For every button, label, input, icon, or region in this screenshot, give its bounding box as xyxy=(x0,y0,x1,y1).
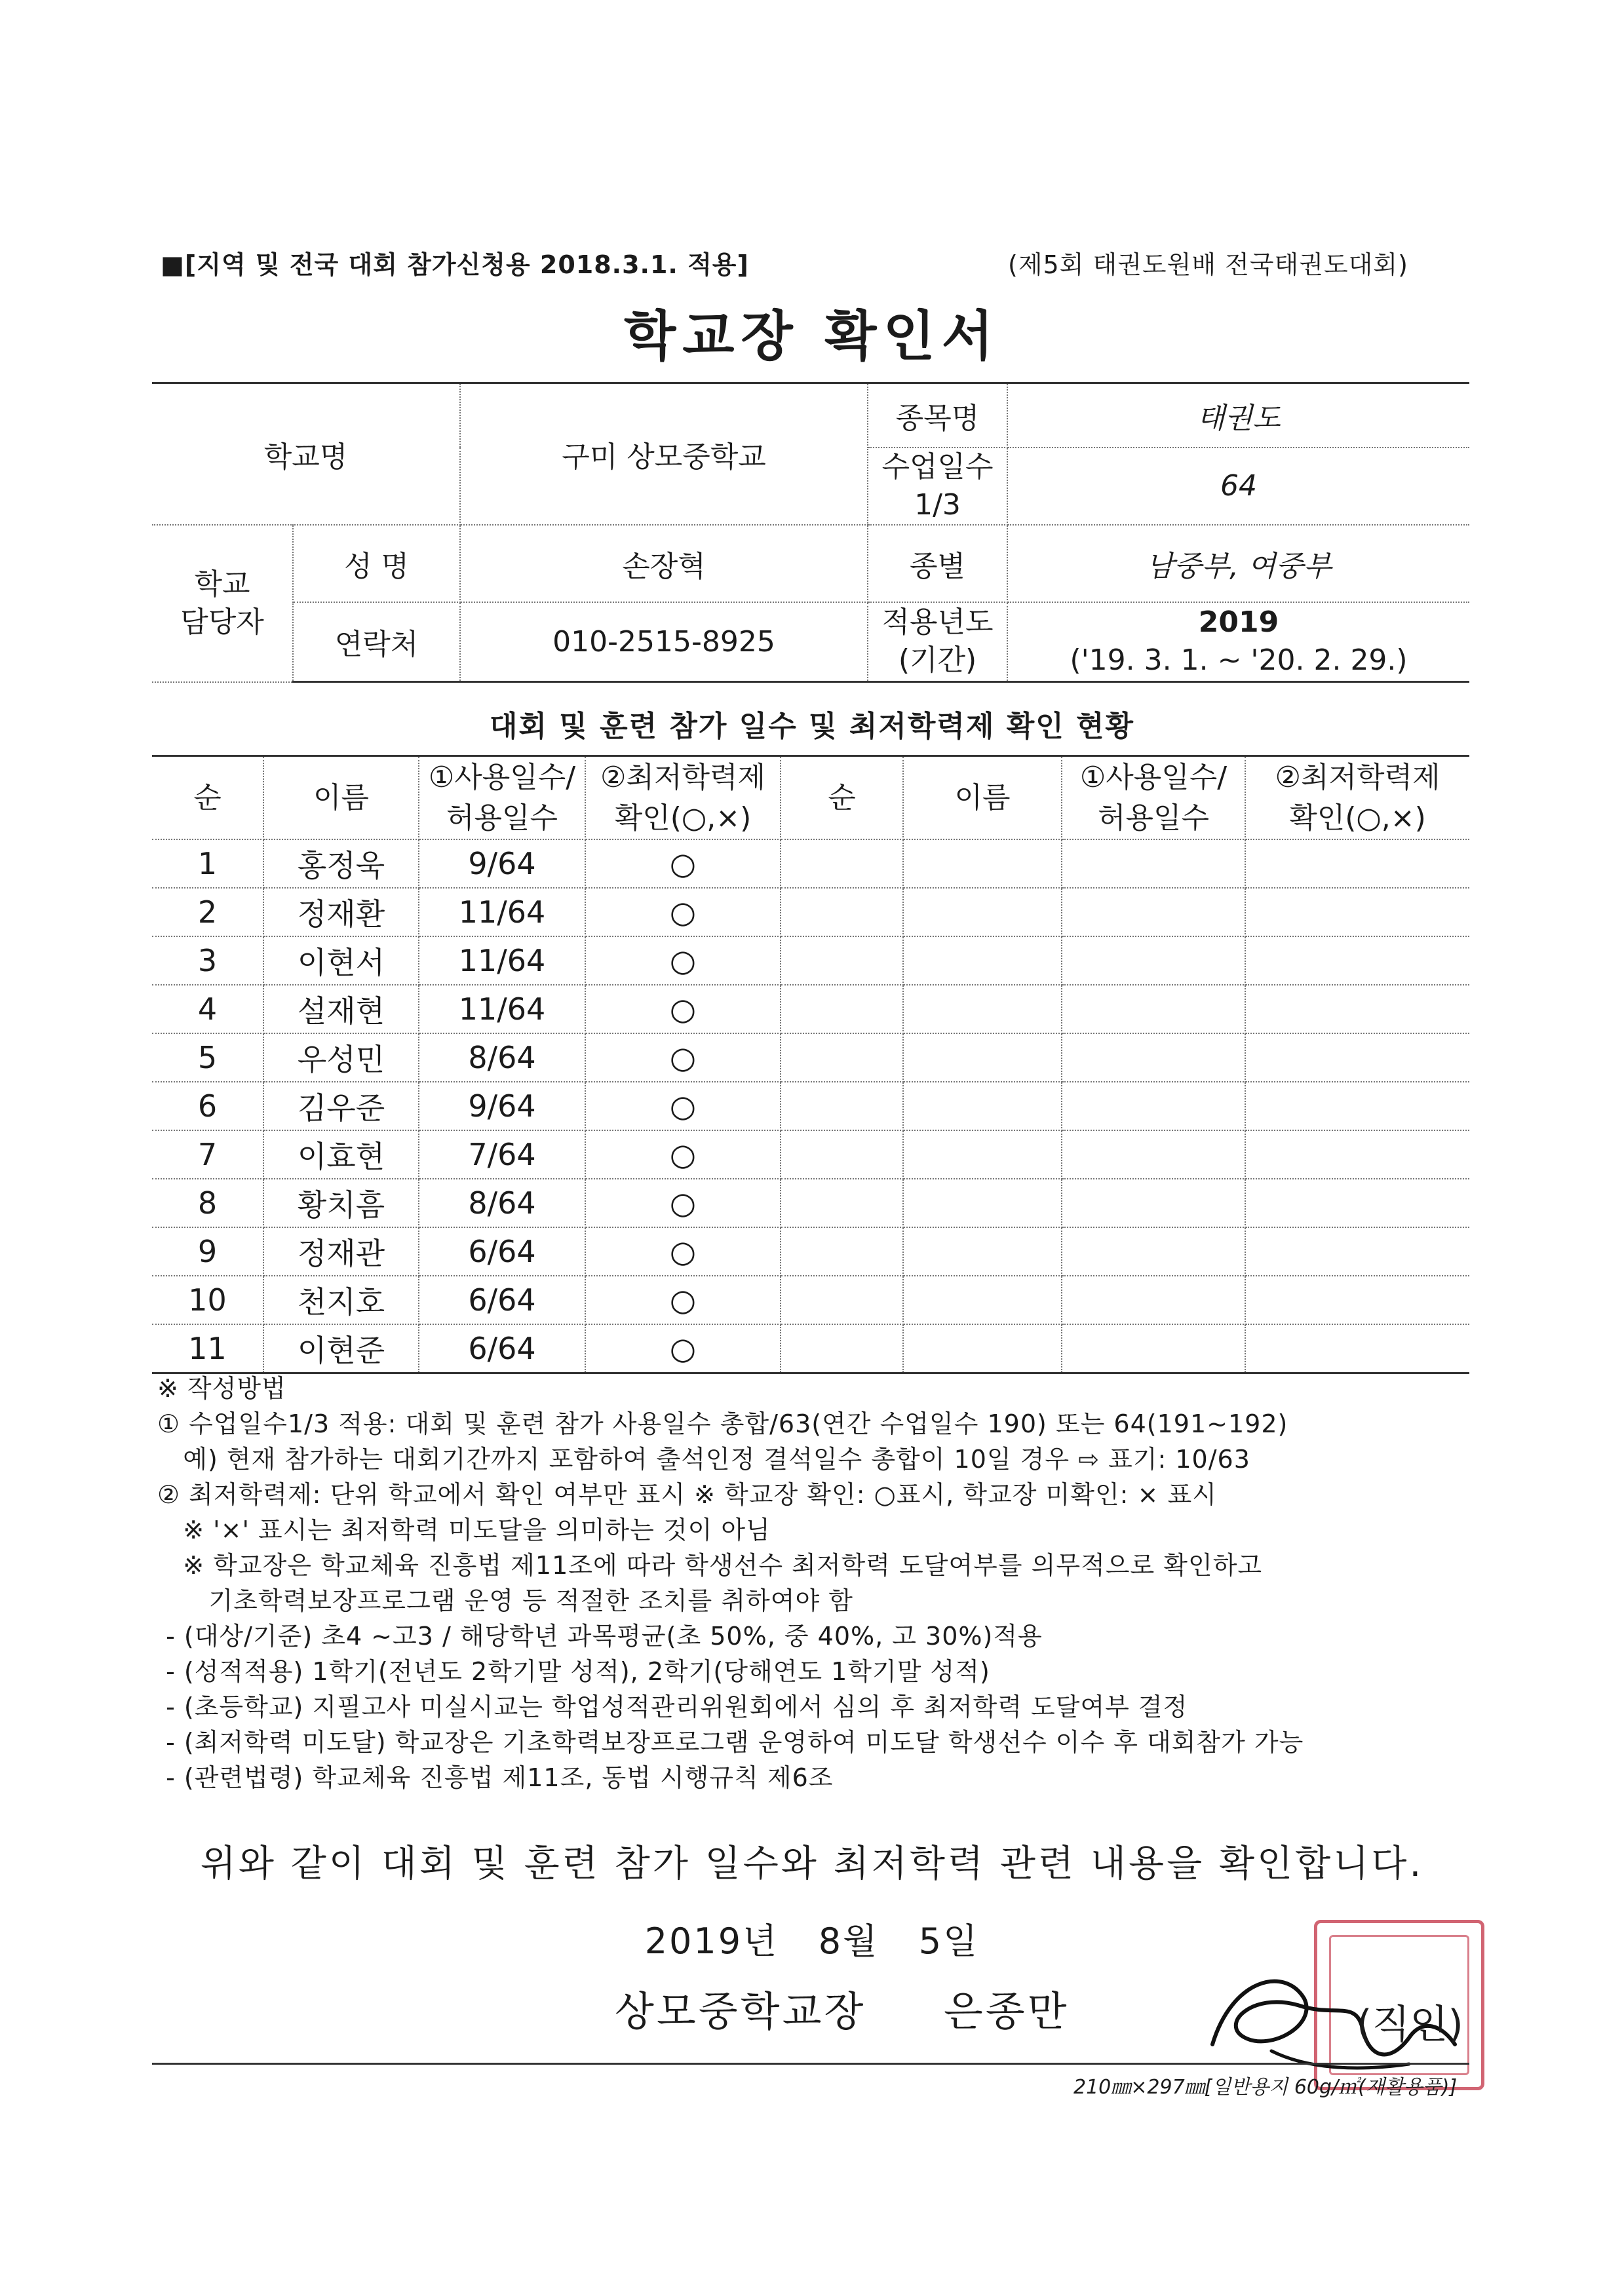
note-line: - (최저학력 미도달) 학교장은 기초학력보장프로그램 운영하여 미도달 학생선수 이수 후 대회참가 가능 xyxy=(157,1728,1304,1757)
row-check: ○ xyxy=(585,888,781,936)
school-days-label-line1: 수업일수 xyxy=(881,450,994,484)
bottom-divider xyxy=(152,2063,1469,2065)
row-no: 10 xyxy=(152,1276,263,1324)
table-row xyxy=(152,936,1469,985)
empty-cell xyxy=(1245,888,1469,936)
row-name: 설재현 xyxy=(263,985,419,1033)
empty-cell xyxy=(1062,888,1245,936)
principal-signature-line: 상모중학교장 은종만 xyxy=(615,1987,1070,2035)
table-row xyxy=(152,1130,1469,1179)
contact-value: 010-2515-8925 xyxy=(460,602,868,682)
form-usage-note: ■[지역 및 전국 대회 참가신청용 2018.3.1. 적용] xyxy=(161,250,749,279)
empty-cell xyxy=(903,888,1062,936)
empty-cell xyxy=(1245,1179,1469,1227)
row-days: 11/64 xyxy=(419,888,585,936)
row-check: ○ xyxy=(585,985,781,1033)
empty-cell xyxy=(1245,1227,1469,1276)
note-line: - (대상/기준) 초4 ~고3 / 해당학년 과목평균(초 50%, 중 40%, 고 30%)적용 xyxy=(157,1622,1043,1651)
row-check: ○ xyxy=(585,1179,781,1227)
empty-cell xyxy=(1245,936,1469,985)
table-row xyxy=(152,1227,1469,1276)
empty-cell xyxy=(1245,1276,1469,1324)
applied-year-label-line2: (기간) xyxy=(898,643,977,678)
col-no-header: 순 xyxy=(152,756,263,840)
row-check: ○ xyxy=(585,1082,781,1130)
col-check-header-line1: ②최저학력제 xyxy=(600,760,765,794)
row-no: 11 xyxy=(152,1324,263,1373)
row-name: 이효현 xyxy=(263,1130,419,1179)
paper-spec-footer: 210㎜×297㎜[일반용지 60g/㎡(재활용품)] xyxy=(1073,2076,1458,2099)
school-name-label: 학교명 xyxy=(152,383,460,525)
row-no: 4 xyxy=(152,985,263,1033)
row-check: ○ xyxy=(585,936,781,985)
col-check-header xyxy=(585,756,781,840)
school-days-value: 64 xyxy=(1007,448,1469,525)
applied-year-value xyxy=(1007,602,1469,682)
empty-cell xyxy=(1245,1033,1469,1082)
school-days-label-line2: 1/3 xyxy=(914,488,961,522)
school-name-value: 구미 상모중학교 xyxy=(460,383,868,525)
confirmation-statement: 위와 같이 대회 및 훈련 참가 일수와 최저학력 관련 내용을 확인합니다. xyxy=(200,1843,1424,1885)
col-check-header-right xyxy=(1245,756,1469,840)
category-value: 남중부, 여중부 xyxy=(1007,525,1469,602)
empty-cell xyxy=(1062,839,1245,888)
note-line: - (관련법령) 학교체육 진흥법 제11조, 동법 시행규칙 제6조 xyxy=(157,1763,834,1792)
empty-cell xyxy=(781,936,903,985)
empty-cell xyxy=(903,1130,1062,1179)
empty-cell xyxy=(781,839,903,888)
empty-cell xyxy=(903,1276,1062,1324)
empty-cell xyxy=(903,1082,1062,1130)
col-days-header-right-line1: ①사용일수/ xyxy=(1079,760,1228,794)
row-no: 5 xyxy=(152,1033,263,1082)
col-days-header-line2: 허용일수 xyxy=(446,801,558,835)
row-name: 정재관 xyxy=(263,1227,419,1276)
empty-cell xyxy=(1062,1276,1245,1324)
empty-cell xyxy=(1062,1179,1245,1227)
row-no: 7 xyxy=(152,1130,263,1179)
col-check-header-line2: 확인(○,×) xyxy=(614,801,752,835)
table-row xyxy=(152,1324,1469,1373)
empty-cell xyxy=(903,1179,1062,1227)
empty-cell xyxy=(781,1130,903,1179)
applied-year-label-line1: 적용년도 xyxy=(881,605,994,640)
row-name: 이현서 xyxy=(263,936,419,985)
table-row xyxy=(152,1179,1469,1227)
note-line: 기초학력보장프로그램 운영 등 적절한 조치를 취하여야 함 xyxy=(157,1586,853,1615)
empty-cell xyxy=(781,888,903,936)
col-days-header-right-line2: 허용일수 xyxy=(1097,801,1209,835)
empty-cell xyxy=(903,1033,1062,1082)
row-check: ○ xyxy=(585,839,781,888)
empty-cell xyxy=(1062,985,1245,1033)
school-days-label xyxy=(868,448,1007,525)
manager-label-line1: 학교 xyxy=(194,567,250,601)
row-check: ○ xyxy=(585,1324,781,1373)
row-days: 6/64 xyxy=(419,1324,585,1373)
note-line: ※ 학교장은 학교체육 진흥법 제11조에 따라 학생선수 최저학력 도달여부를 의무적으로 확인하고 xyxy=(157,1551,1263,1580)
col-days-header-line1: ①사용일수/ xyxy=(428,760,576,794)
row-days: 7/64 xyxy=(419,1130,585,1179)
row-days: 6/64 xyxy=(419,1227,585,1276)
manager-label-line2: 담당자 xyxy=(180,605,264,639)
empty-cell xyxy=(781,1033,903,1082)
manager-name-value: 손장혁 xyxy=(460,525,868,602)
note-line: - (초등학교) 지필고사 미실시교는 학업성적관리위원회에서 심의 후 최저학력 도달여부 결정 xyxy=(157,1693,1188,1721)
row-no: 9 xyxy=(152,1227,263,1276)
empty-cell xyxy=(903,985,1062,1033)
row-days: 9/64 xyxy=(419,839,585,888)
table-row xyxy=(152,1276,1469,1324)
col-name-header: 이름 xyxy=(263,756,419,840)
empty-cell xyxy=(903,1227,1062,1276)
event-name-note: (제5회 태권도원배 전국태권도대회) xyxy=(1008,250,1408,279)
row-days: 8/64 xyxy=(419,1033,585,1082)
empty-cell xyxy=(1062,936,1245,985)
row-no: 8 xyxy=(152,1179,263,1227)
empty-cell xyxy=(1062,1130,1245,1179)
handwritten-signature xyxy=(1193,1940,1468,2090)
note-line: 예) 현재 참가하는 대회기간까지 포함하여 출석인정 결석일수 총합이 10일 경우 ⇨ 표기: 10/63 xyxy=(157,1445,1250,1474)
note-line: ① 수업일수1/3 적용: 대회 및 훈련 참가 사용일수 총합/63(연간 수업일수 190) 또는 64(191~192) xyxy=(157,1409,1288,1438)
row-check: ○ xyxy=(585,1276,781,1324)
row-no: 1 xyxy=(152,839,263,888)
applied-year: 2019 xyxy=(1198,605,1279,640)
event-label: 종목명 xyxy=(868,383,1007,448)
empty-cell xyxy=(1245,1324,1469,1373)
empty-cell xyxy=(781,985,903,1033)
empty-cell xyxy=(1245,839,1469,888)
category-label: 종별 xyxy=(868,525,1007,602)
roster-header-row xyxy=(152,756,1469,840)
row-days: 9/64 xyxy=(419,1082,585,1130)
empty-cell xyxy=(1062,1227,1245,1276)
table-row xyxy=(152,985,1469,1033)
row-check: ○ xyxy=(585,1130,781,1179)
empty-cell xyxy=(903,839,1062,888)
row-name: 황치흠 xyxy=(263,1179,419,1227)
row-days: 6/64 xyxy=(419,1276,585,1324)
instructions-notes xyxy=(157,1371,1481,1795)
col-days-header xyxy=(419,756,585,840)
row-days: 11/64 xyxy=(419,985,585,1033)
row-days: 11/64 xyxy=(419,936,585,985)
empty-cell xyxy=(781,1179,903,1227)
roster-table xyxy=(152,755,1469,1374)
applied-year-label xyxy=(868,602,1007,682)
row-no: 6 xyxy=(152,1082,263,1130)
row-check: ○ xyxy=(585,1033,781,1082)
col-check-header-right-line2: 확인(○,×) xyxy=(1289,801,1426,835)
document-title: 학교장 확인서 xyxy=(624,305,1000,368)
note-line: ② 최저학력제: 단위 학교에서 확인 여부만 표시 ※ 학교장 확인: ○표시, 학교장 미확인: × 표시 xyxy=(157,1480,1217,1509)
manager-label xyxy=(152,525,293,682)
empty-cell xyxy=(1062,1324,1245,1373)
empty-cell xyxy=(903,1324,1062,1373)
empty-cell xyxy=(781,1082,903,1130)
note-line: - (성적적용) 1학기(전년도 2학기말 성적), 2학기(당해연도 1학기말 성적) xyxy=(157,1657,990,1686)
table-row xyxy=(152,1033,1469,1082)
contact-label: 연락처 xyxy=(293,602,460,682)
empty-cell xyxy=(781,1276,903,1324)
row-name: 정재환 xyxy=(263,888,419,936)
row-name: 우성민 xyxy=(263,1033,419,1082)
row-no: 2 xyxy=(152,888,263,936)
school-info-table xyxy=(152,382,1469,683)
section-title: 대회 및 훈련 참가 일수 및 최저학력제 확인 현황 xyxy=(489,710,1135,743)
row-no: 3 xyxy=(152,936,263,985)
row-name: 홍정욱 xyxy=(263,839,419,888)
note-line: ※ 작성방법 xyxy=(157,1374,286,1403)
empty-cell xyxy=(781,1227,903,1276)
row-name: 김우준 xyxy=(263,1082,419,1130)
empty-cell xyxy=(1062,1033,1245,1082)
issue-date: 2019년 8월 5일 xyxy=(644,1921,980,1962)
row-days: 8/64 xyxy=(419,1179,585,1227)
empty-cell xyxy=(1245,1082,1469,1130)
event-value: 태권도 xyxy=(1007,383,1469,448)
empty-cell xyxy=(1245,985,1469,1033)
table-row xyxy=(152,1082,1469,1130)
seal-label: (직인) xyxy=(1357,2002,1463,2048)
col-days-header-right xyxy=(1062,756,1245,840)
empty-cell xyxy=(781,1324,903,1373)
col-name-header-right: 이름 xyxy=(903,756,1062,840)
row-check: ○ xyxy=(585,1227,781,1276)
note-line: ※ '×' 표시는 최저학력 미도달을 의미하는 것이 아님 xyxy=(157,1516,771,1544)
empty-cell xyxy=(1245,1130,1469,1179)
empty-cell xyxy=(1062,1082,1245,1130)
col-check-header-right-line1: ②최저학력제 xyxy=(1275,760,1440,794)
table-row xyxy=(152,839,1469,888)
table-row xyxy=(152,888,1469,936)
row-name: 이현준 xyxy=(263,1324,419,1373)
col-no-header-right: 순 xyxy=(781,756,903,840)
row-name: 천지호 xyxy=(263,1276,419,1324)
applied-period: ('19. 3. 1. ~ '20. 2. 29.) xyxy=(1070,643,1408,678)
empty-cell xyxy=(903,936,1062,985)
manager-name-label: 성 명 xyxy=(293,525,460,602)
